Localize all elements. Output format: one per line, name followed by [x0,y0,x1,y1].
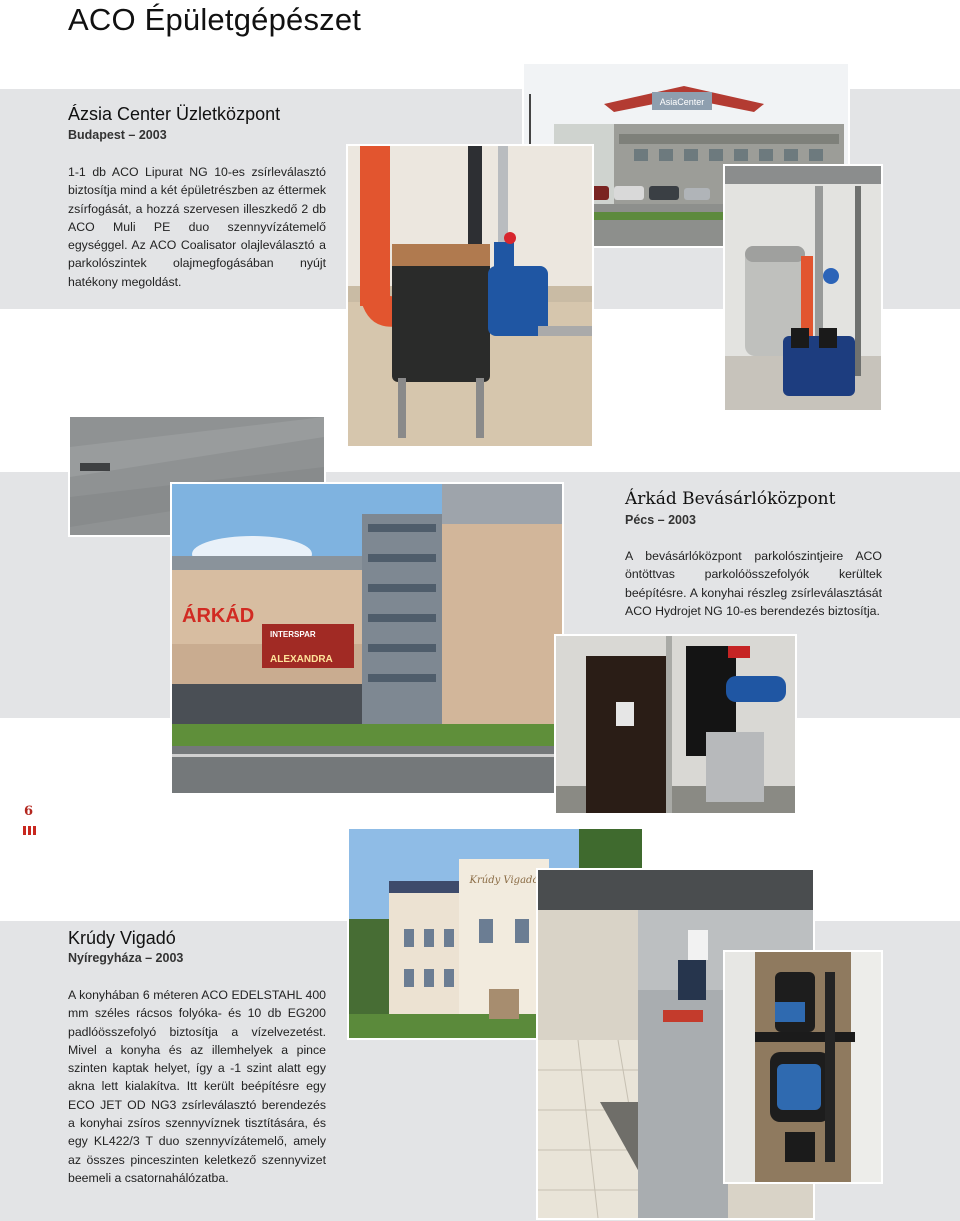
page-marker-bars [23,826,37,835]
section-subtitle-krudy: Nyíregyháza – 2003 [68,951,184,965]
section-subtitle-arkad: Pécs – 2003 [625,513,696,527]
arkad-store-sign-1: INTERSPAR [270,630,316,639]
asia-center-sign: AsiaCenter [659,97,705,107]
photo-arkad-building [172,484,562,793]
arkad-store-sign-2: ALEXANDRA [270,654,333,665]
section-title-asia: Ázsia Center Üzletközpont [68,104,281,124]
krudy-sign: Krúdy Vigadó [469,875,539,886]
section-subtitle-asia: Budapest – 2003 [68,128,167,142]
section-body-asia: 1-1 db ACO Lipurat NG 10-es zsírleválasztó biztosítja mind a két épületrészben az éttermek zsírfogását, a hozzá szervesen illeszkedő 2 db ACO Muli PE duo szennyvízátemelő egységgel. Az ACO Coalisator olajleválasztó a parkolószintek olajmegfogásában nyújt hatékony megoldást. [68,165,326,289]
page-title: ACO Épületgépészet [68,2,362,37]
section-title-arkad: Árkád Bevásárlóközpont [625,489,836,509]
photo-grease-separator [348,146,592,446]
photo-krudy-pump [725,952,881,1182]
section-body-arkad: A bevásárlóközpont parkolószintjeire ACO öntöttvas parkolóösszefolyók kerültek beépítésre. A konyhai részleg zsírleválasztását ACO Hydrojet NG 10-es berendezés biztosítja. [625,549,882,618]
photo-arkad-separator [556,636,795,813]
section-title-krudy: Krúdy Vigadó [68,928,176,948]
arkad-sign: ÁRKÁD [182,605,255,627]
section-body-krudy: A konyhában 6 méteren ACO EDELSTAHL 400 mm széles rácsos folyóka- és 10 db EG200 padlóösszefolyó biztosítja a vízelvezetést. Mivel a konyha és az illemhelyek a pince szinten kaptak helyet, így a -1 szint alatt egy akna lett kialakítva. Itt került beépítésre egy ECO JET OD NG3 zsírleválasztó berendezés a konyhai zsíros szennyvíznek tisztítására, és egy KL422/3 T duo szennyvízátemelő, amely az összes pinceszinten keletkező szennyvizet beemeli a csatornahálózatba. [68,988,326,1185]
page-number: 6 [24,804,34,819]
photo-asia-pump-room [725,166,881,410]
